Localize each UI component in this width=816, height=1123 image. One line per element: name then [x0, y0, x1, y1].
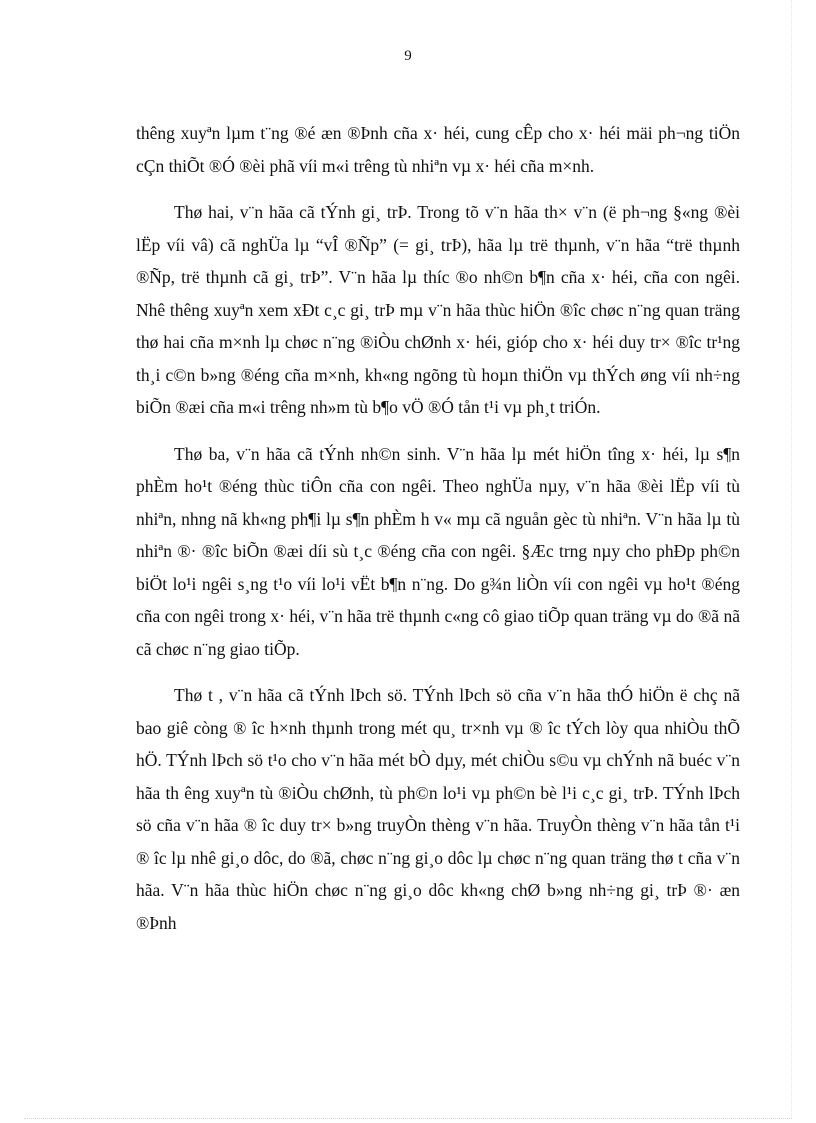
- paragraph-3: Thø ba, v¨n hãa cã tÝnh nh©n sinh. V¨n hãa lµ mét hiÖn tîng x· héi, lµ s¶n phÈm ho¹t ®éng thùc tiÔn cña con ngêi. Theo nghÜa nµy, v¨n hãa ®èi lËp víi tù nhiªn, nhng nã kh«ng ph¶i lµ s¶n phÈm h v« mµ cã nguån gèc tù nhiªn. V¨n hãa lµ tù nhiªn ®· ®îc biÕn ®æi díi sù t¸c ®éng cña con ngêi. §Æc trng nµy cho phÐp ph©n biÖt lo¹i ngêi s¸ng t¹o víi lo¹i vËt b¶n n¨ng. Do g¾n liÒn víi con ngêi vµ ho¹t ®éng cña con ngêi trong x· héi, v¨n hãa trë thµnh c«ng cô giao tiÕp quan träng vµ do ®ã nã cã chøc n¨ng giao tiÕp.: [136, 443, 740, 659]
- page-number: 9: [404, 48, 412, 64]
- page-edge-right: [791, 0, 792, 1118]
- paragraph-2: Thø hai, v¨n hãa cã tÝnh gi¸ trÞ. Trong tõ v¨n hãa th× v¨n (ë ph¬ng §«ng ®èi lËp víi vâ) cã nghÜa lµ “vÎ ®Ñp” (= gi¸ trÞ), hãa lµ trë thµnh, v¨n hãa “trë thµnh ®Ñp, trë thµnh cã gi¸ trÞ”. V¨n hãa lµ thíc ®o nh©n b¶n cña x· héi, cña con ngêi. Nhê thêng xuyªn xem xÐt c¸c gi¸ trÞ mµ v¨n hãa thùc hiÖn ®îc chøc n¨ng quan träng thø hai cña m×nh lµ chøc n¨ng ®iÒu chØnh x· héi, gióp cho x· héi duy tr× ®îc tr¹ng th¸i c©n b»ng ®éng cña m×nh, kh«ng ngõng tù hoµn thiÖn vµ thÝch øng víi nh÷ng biÕn ®æi cña m«i trêng nh»m tù b¶o vÖ ®Ó tån t¹i vµ ph¸t triÓn.: [136, 202, 740, 417]
- paragraph-4: Thø t , v¨n hãa cã tÝnh lÞch sö. TÝnh lÞch sö cña v¨n hãa thÓ hiÖn ë chç nã bao giê còng ® îc h×nh thµnh trong mét qu¸ tr×nh vµ ® îc tÝch lòy qua nhiÒu thÕ hÖ. TÝnh lÞch sö t¹o cho v¨n hãa mét bÒ dµy, mét chiÒu s©u vµ chÝnh nã buéc v¨n hãa th êng xuyªn tù ®iÒu chØnh, tù ph©n lo¹i vµ ph©n bè l¹i c¸c gi¸ trÞ. TÝnh lÞch sö cña v¨n hãa ® îc duy tr× b»ng truyÒn thèng v¨n hãa. TruyÒn thèng v¨n hãa tån t¹i ® îc lµ nhê gi¸o dôc, do ®ã, chøc n¨ng gi¸o dôc lµ chøc n¨ng quan träng thø t cña v¨n hãa. V¨n hãa thùc hiÖn chøc n¨ng gi¸o dôc kh«ng chØ b»ng nh÷ng gi¸ trÞ ®· æn ®Þnh: [136, 685, 740, 933]
- body-text: [136, 117, 740, 953]
- page-edge-bottom: [24, 1118, 792, 1119]
- paragraph-1: thêng xuyªn lµm t¨ng ®é æn ®Þnh cña x· héi, cung cÊp cho x· héi mäi ph¬ng tiÖn cÇn thiÕt ®Ó ®èi phã víi m«i trêng tù nhiªn vµ x· héi cña m×nh.: [136, 123, 740, 176]
